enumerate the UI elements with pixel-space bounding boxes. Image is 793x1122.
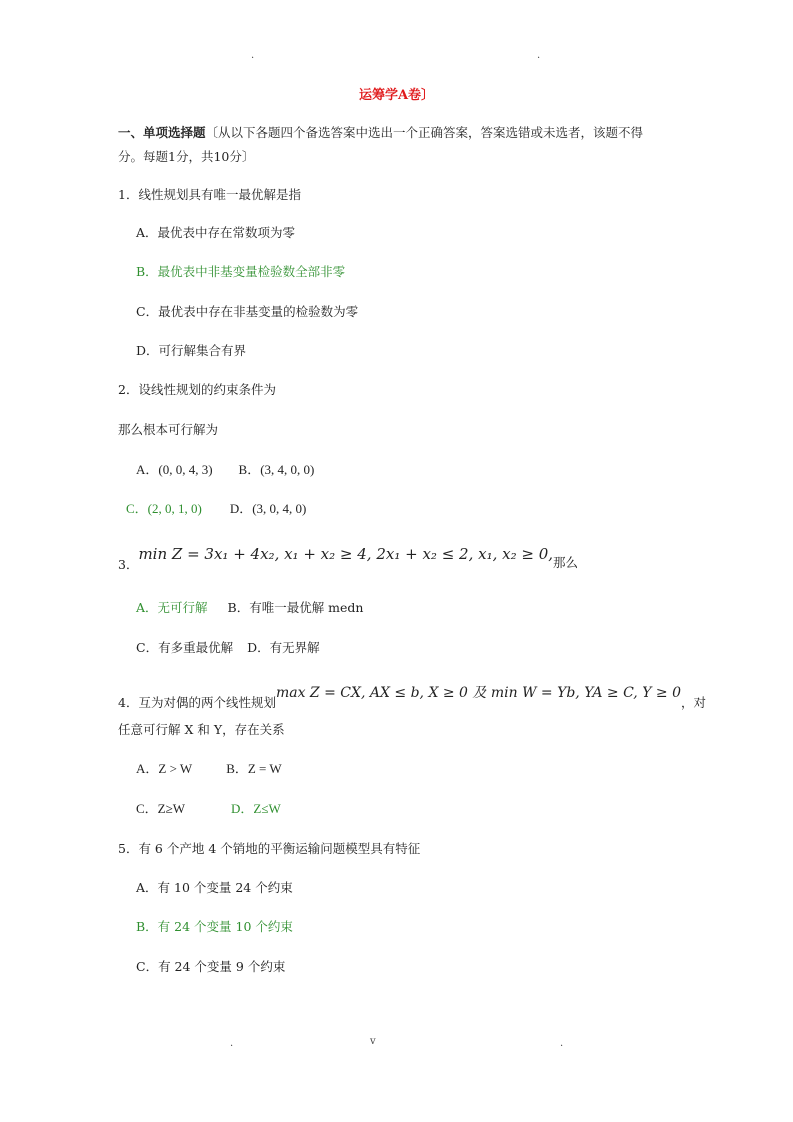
q4-option-a: A．Z > W [136, 761, 193, 776]
section-heading-line [118, 124, 643, 142]
q1-option-b: B．最优表中非基变量检验数全部非零 [136, 264, 346, 279]
q1-stem: 1．线性规划具有唯一最优解是指 [118, 187, 301, 202]
q4-stem: 4．互为对偶的两个线性规划 [118, 695, 276, 710]
q4-suffix: ，对 [680, 695, 706, 710]
header-dot-right: . [537, 50, 541, 61]
q2-option-d: D．(3, 0, 4, 0) [229, 501, 307, 516]
q3-line [118, 545, 579, 572]
q2-options-row-2 [126, 500, 306, 518]
q4-line-1 [118, 684, 706, 710]
q3-number: 3． [118, 557, 139, 572]
q2-stem: 2．设线性规划的约束条件为 [118, 382, 276, 397]
footer-dot-left: . [230, 1038, 234, 1049]
q2-follow: 那么根本可行解为 [118, 422, 219, 437]
q3-option-a: A．无可行解 [136, 600, 208, 615]
q2-option-c: C．(2, 0, 1, 0) [126, 501, 202, 516]
q2-option-b: B．(3, 4, 0, 0) [238, 462, 315, 477]
header-dot-left: . [251, 50, 255, 61]
q2-options-row-1 [136, 461, 314, 479]
footer-dot-right: . [560, 1038, 564, 1049]
q4-formula: max Z = CX, AX ≤ b, X ≥ 0 及 min W = Yb, YA ≥ C, Y ≥ 0 [275, 685, 681, 701]
q3-options-row-2 [136, 639, 320, 657]
q3-option-c: C．有多重最优解 [136, 640, 234, 655]
footer-page-mark: v [370, 1036, 376, 1047]
section-heading: 一、单项选择题 [118, 125, 206, 140]
q4-option-b: B．Z = W [226, 761, 282, 776]
q1-option-c: C．最优表中存在非基变量的检验数为零 [136, 304, 359, 319]
section-instructions-2: 分。每题1分，共10分〕 [118, 149, 255, 164]
q5-option-b: B．有 24 个变量 10 个约束 [136, 919, 293, 934]
q4-options-row-1 [136, 760, 282, 778]
q4-options-row-2 [136, 800, 281, 818]
page-title: 运筹学A卷〕 [358, 88, 435, 103]
q5-option-c: C．有 24 个变量 9 个约束 [136, 959, 286, 974]
q5-stem: 5．有 6 个产地 4 个销地的平衡运输问题模型具有特征 [118, 841, 421, 856]
q1-option-d: D．可行解集合有界 [136, 343, 247, 358]
q4-option-d: D．Z≤W [231, 801, 281, 816]
q2-option-a: A．(0, 0, 4, 3) [136, 462, 213, 477]
q4-line-2: 任意可行解 X 和 Y，存在关系 [118, 722, 285, 737]
q1-option-a: A．最优表中存在常数项为零 [136, 225, 296, 240]
q3-options-row-1 [136, 599, 363, 617]
q3-option-b: B．有唯一最优解 medn [227, 600, 364, 615]
q4-option-c: C．Z≥W [136, 801, 186, 816]
q3-option-d: D．有无界解 [247, 640, 320, 655]
q5-option-a: A．有 10 个变量 24 个约束 [136, 880, 293, 895]
q3-formula: min Z = 3x₁ + 4x₂, x₁ + x₂ ≥ 4, 2x₁ + x₂ ≤ 2, x₁, x₂ ≥ 0, [138, 545, 554, 563]
q3-suffix: 那么 [553, 555, 579, 570]
section-instructions-1: 〔从以下各题四个备选答案中选出一个正确答案，答案选错或未选者，该题不得 [205, 125, 644, 140]
